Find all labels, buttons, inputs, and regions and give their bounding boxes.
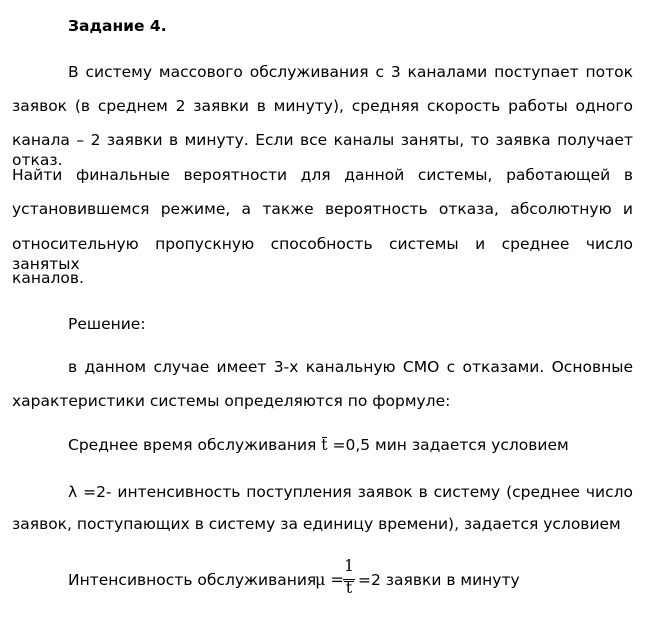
fraction-denominator: t <box>343 579 355 597</box>
problem-line-1: В систему массового обслуживания с 3 каналами поступает поток <box>68 63 633 81</box>
lambda-line-1: λ =2- интенсивность поступления заявок в систему (среднее число <box>68 483 633 501</box>
problem-line-3: канала – 2 заявки в минуту. Если все каналы заняты, то заявка получает отказ. <box>12 131 633 169</box>
mu-fraction <box>343 557 355 603</box>
problem-line-4: Найти финальные вероятности для данной системы, работающей в <box>12 166 633 184</box>
mean-time-symbol: t <box>321 436 328 454</box>
service-time-prefix: Среднее время обслуживания <box>68 436 317 454</box>
solution-line-1: в данном случае имеет 3-х канальную СМО с отказами. Основные <box>68 358 633 376</box>
solution-line-2: характеристики системы определяются по формуле: <box>12 392 451 410</box>
service-intensity-suffix: =2 заявки в минуту <box>358 571 520 589</box>
problem-line-5: установившемся режиме, а также вероятность отказа, абсолютную и <box>12 200 633 218</box>
service-time-line <box>68 435 655 455</box>
problem-line-6: относительную пропускную способность системы и среднее число занятых <box>12 235 633 273</box>
problem-line-7: каналов. <box>12 269 84 287</box>
problem-line-2: заявок (в среднем 2 заявки в минуту), средняя скорость работы одного <box>12 97 633 115</box>
service-intensity-prefix: Интенсивность обслуживания <box>68 571 317 589</box>
lambda-line-2: заявок, поступающих в систему за единицу времени), задается условием <box>12 515 621 533</box>
mu-symbol: μ = <box>315 570 344 589</box>
service-time-suffix: =0,5 мин задается условием <box>332 436 569 454</box>
task-title: Задание 4. <box>68 17 167 35</box>
fraction-numerator: 1 <box>344 557 354 575</box>
solution-label: Решение: <box>68 315 146 333</box>
